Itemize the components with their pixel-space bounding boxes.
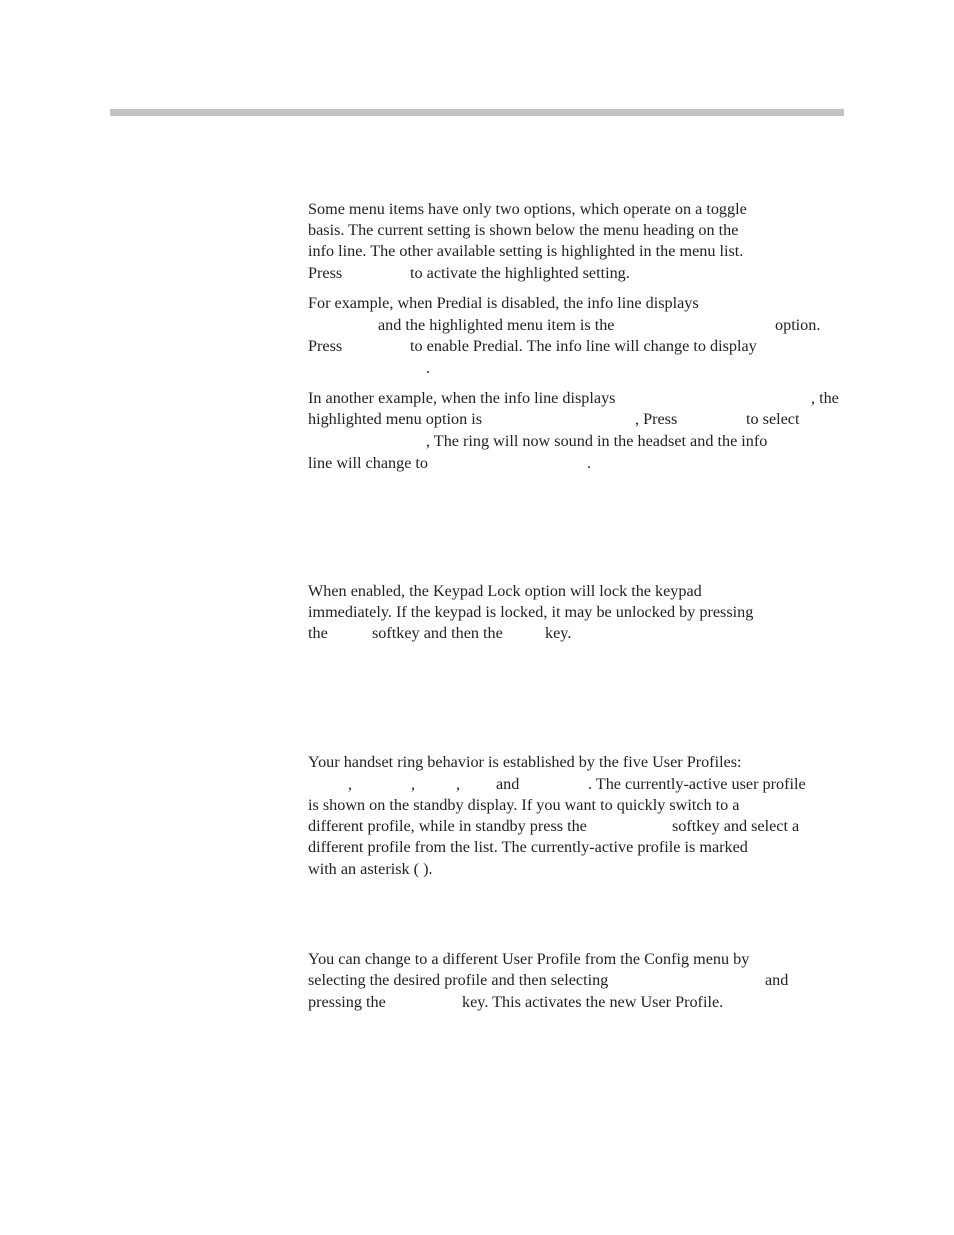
text-fragment: to select — [746, 410, 800, 428]
text-fragment: to activate the highlighted setting. — [410, 264, 630, 282]
text-fragment: to enable Predial. The info line will change to display — [410, 337, 757, 355]
text-line: For example, when Predial is disabled, the info line displays — [308, 294, 699, 312]
text-line: Your handset ring behavior is established by the five User Profiles: — [308, 753, 742, 771]
text-line: basis. The current setting is shown below the menu heading on the — [308, 221, 739, 239]
text-fragment: , — [456, 775, 461, 793]
text-fragment: . — [587, 454, 592, 472]
text-fragment: the — [308, 624, 328, 642]
text-fragment: , The ring will now sound in the headset and the info — [426, 432, 768, 450]
text-fragment: , — [348, 775, 353, 793]
text-fragment: softkey and select a — [672, 817, 800, 835]
text-line: When enabled, the Keypad Lock option will lock the keypad — [308, 582, 702, 600]
text-fragment: In another example, when the info line displays — [308, 389, 616, 407]
text-line: info line. The other available setting is highlighted in the menu list. — [308, 242, 744, 260]
text-fragment: different profile, while in standby press the — [308, 817, 587, 835]
text-fragment: . — [426, 359, 431, 377]
text-fragment: line will change to — [308, 454, 429, 472]
text-fragment: , — [411, 775, 416, 793]
text-fragment: and the highlighted menu item is the — [378, 316, 615, 334]
header-rule — [110, 109, 844, 116]
text-line: You can change to a different User Profile from the Config menu by — [308, 950, 750, 968]
text-line: different profile from the list. The currently-active profile is marked — [308, 838, 748, 856]
text-fragment: , the — [811, 389, 839, 407]
text-fragment: Press — [308, 337, 343, 355]
text-fragment: softkey and then the — [372, 624, 503, 642]
text-line: with an asterisk ( ). — [308, 860, 433, 878]
text-fragment: , Press — [635, 410, 678, 428]
text-fragment: and — [496, 775, 520, 793]
text-fragment: option. — [775, 316, 821, 334]
text-line: immediately. If the keypad is locked, it may be unlocked by pressing — [308, 603, 754, 621]
text-fragment: Press — [308, 264, 343, 282]
text-line: Some menu items have only two options, which operate on a toggle — [308, 200, 747, 218]
text-fragment: pressing the — [308, 993, 386, 1011]
text-fragment: and — [765, 971, 789, 989]
text-line: is shown on the standby display. If you want to quickly switch to a — [308, 796, 740, 814]
text-fragment: highlighted menu option is — [308, 410, 483, 428]
text-fragment: key. This activates the new User Profile. — [462, 993, 724, 1011]
text-fragment: selecting the desired profile and then selecting — [308, 971, 609, 989]
text-fragment: key. — [545, 624, 572, 642]
text-fragment: . The currently-active user profile — [588, 775, 806, 793]
